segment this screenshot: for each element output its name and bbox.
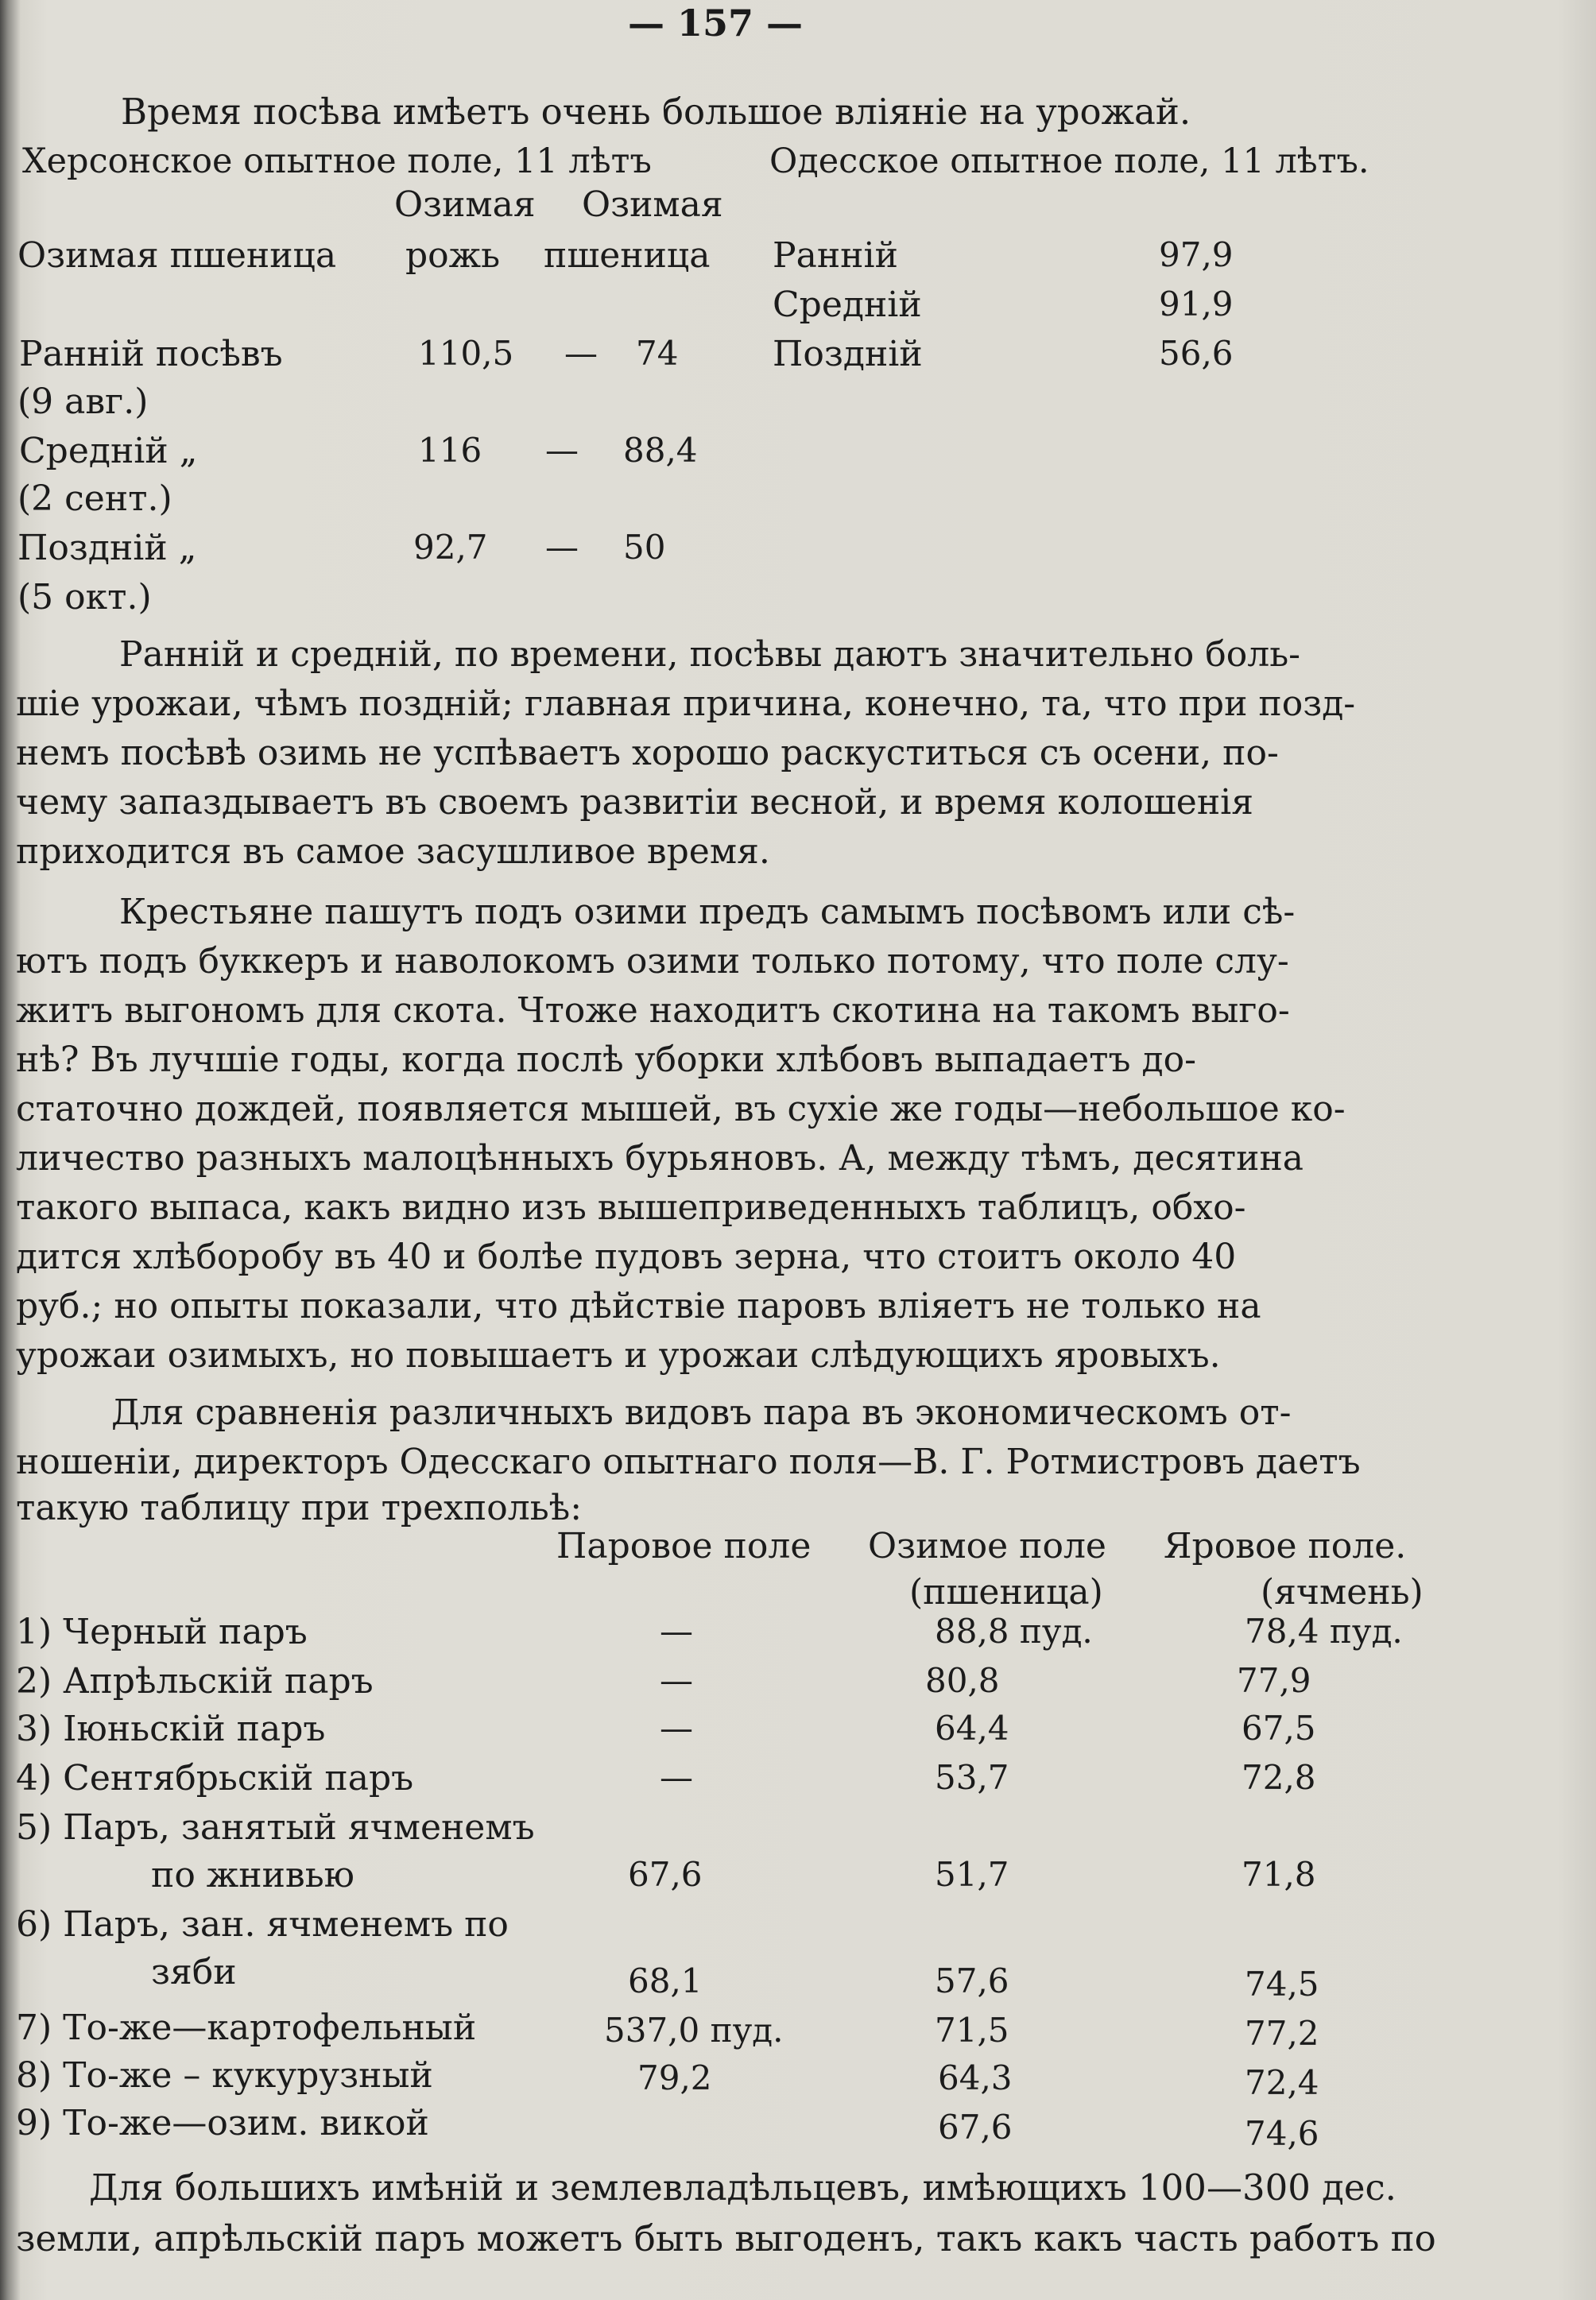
para2-line: житъ выгономъ для скота. Чтоже находитъ скотина на такомъ выго- bbox=[16, 990, 1290, 1031]
t2-spring-value: 78,4 пуд. bbox=[1245, 1612, 1403, 1651]
para2-line: статочно дождей, появляется мышей, въ сухіе же годы—небольшое ко- bbox=[16, 1089, 1346, 1129]
t2-winter-value: 67,6 bbox=[938, 2108, 1013, 2147]
t2-row-label-cont: зяби bbox=[151, 1952, 237, 1992]
t2-sub-winter: (пшеница) bbox=[909, 1572, 1103, 1613]
t1-rye-value: 92,7 bbox=[413, 528, 488, 567]
col-header-rye: Озимая bbox=[394, 184, 536, 225]
para2-line: урожаи озимыхъ, но повышаетъ и урожаи слѣдующихъ яровыхъ. bbox=[16, 1335, 1221, 1376]
t2-fallow-value: — bbox=[660, 1661, 693, 1700]
t2-winter-value: 51,7 bbox=[935, 1855, 1009, 1894]
para2-line: ютъ подъ буккеръ и наволокомъ озими только потому, что поле слу- bbox=[16, 941, 1289, 982]
t2-row-label: 7) То-же—картофельный bbox=[16, 2008, 477, 2048]
t1-row-label: Поздній „ bbox=[17, 528, 197, 568]
col-sub-rye: рожь bbox=[405, 235, 501, 276]
t2-row-label: 8) То-же – кукурузный bbox=[16, 2055, 433, 2096]
para2-line: руб.; но опыты показали, что дѣйствіе паровъ вліяетъ не только на bbox=[16, 1286, 1261, 1326]
para3-line: такую таблицу при трехпольѣ: bbox=[16, 1488, 583, 1528]
odessa-value: 56,6 bbox=[1159, 334, 1234, 373]
t1-wheat-value: 50 bbox=[623, 528, 666, 567]
t2-row-label: 1) Черный паръ bbox=[16, 1612, 308, 1652]
t2-fallow-value: — bbox=[660, 1709, 693, 1748]
t1-dash: — bbox=[545, 431, 579, 470]
para2-line: дится хлѣборобу въ 40 и болѣе пудовъ зерна, что стоитъ около 40 bbox=[16, 1237, 1237, 1277]
para2-line: Крестьяне пашутъ подъ озими предъ самымъ посѣвомъ или сѣ- bbox=[119, 892, 1296, 932]
t1-wheat-value: 88,4 bbox=[623, 431, 698, 470]
para1-line: приходится въ самое засушливое время. bbox=[16, 831, 770, 872]
t2-winter-value: 88,8 пуд. bbox=[935, 1612, 1093, 1651]
t2-row-label: 4) Сентябрьскій паръ bbox=[16, 1758, 414, 1799]
col-header-wheat: Озимая bbox=[582, 184, 723, 225]
odessa-label: Ранній bbox=[773, 235, 898, 276]
t1-rye-value: 116 bbox=[418, 431, 482, 470]
t2-fallow-value: — bbox=[660, 1758, 693, 1797]
para2-line: нѣ? Въ лучшіе годы, когда послѣ уборки хлѣбовъ выпадаетъ до- bbox=[16, 1040, 1196, 1080]
odessa-title: Одесское опытное поле, 11 лѣтъ. bbox=[769, 141, 1369, 181]
odessa-label: Поздній bbox=[773, 334, 923, 374]
t2-header-spring: Яровое поле. bbox=[1164, 1526, 1407, 1566]
t2-row-label: 5) Паръ, занятый ячменемъ bbox=[16, 1807, 535, 1848]
t1-wheat-value: 74 bbox=[636, 334, 679, 373]
t2-fallow-value: — bbox=[660, 1612, 693, 1651]
para2-line: личество разныхъ малоцѣнныхъ бурьяновъ. А, между тѣмъ, десятина bbox=[16, 1138, 1304, 1179]
para1-line: чему запаздываетъ въ своемъ развитіи весной, и время колошенія bbox=[16, 782, 1253, 823]
para4-line: земли, апрѣльскій паръ можетъ быть выгоденъ, такъ какъ часть работъ по bbox=[16, 2217, 1436, 2259]
kherson-title: Херсонское опытное поле, 11 лѣтъ bbox=[22, 141, 652, 181]
t2-winter-value: 64,3 bbox=[938, 2058, 1013, 2097]
t2-winter-value: 57,6 bbox=[935, 1961, 1009, 2000]
t2-winter-value: 80,8 bbox=[925, 1661, 1000, 1700]
t1-dash: — bbox=[564, 334, 598, 373]
t2-row-label: 9) То-же—озим. викой bbox=[16, 2103, 429, 2143]
t2-spring-value: 71,8 bbox=[1242, 1855, 1316, 1894]
t1-rye-value: 110,5 bbox=[418, 334, 514, 373]
odessa-value: 97,9 bbox=[1159, 235, 1234, 274]
para3-line: ношеніи, директоръ Одесскаго опытнаго поля—В. Г. Ротмистровъ даетъ bbox=[16, 1442, 1361, 1482]
t1-dash: — bbox=[545, 528, 579, 567]
t2-row-label: 6) Паръ, зан. ячменемъ по bbox=[16, 1904, 509, 1945]
row-header: Озимая пшеница bbox=[17, 235, 337, 276]
para4-line: Для большихъ имѣній и землевладѣльцевъ, имѣющихъ 100—300 дес. bbox=[89, 2166, 1396, 2209]
t2-spring-value: 72,8 bbox=[1242, 1758, 1316, 1797]
para1-line: Ранній и средній, по времени, посѣвы даютъ значительно боль- bbox=[119, 634, 1301, 675]
t2-spring-value: 77,9 bbox=[1237, 1661, 1311, 1700]
page-number: — 157 — bbox=[628, 2, 804, 45]
t2-row-label: 3) Іюньскій паръ bbox=[16, 1709, 326, 1749]
t2-winter-value: 64,4 bbox=[935, 1709, 1009, 1748]
para3-line: Для сравненія различныхъ видовъ пара въ экономическомъ от- bbox=[111, 1392, 1292, 1433]
t2-sub-spring: (ячмень) bbox=[1261, 1572, 1424, 1613]
t1-row-sub: (2 сент.) bbox=[17, 478, 172, 519]
t2-row-label: 2) Апрѣльскій паръ bbox=[16, 1661, 374, 1702]
para1-line: немъ посѣвѣ озимь не успѣваетъ хорошо раскуститься съ осени, по- bbox=[16, 733, 1279, 773]
t2-winter-value: 71,5 bbox=[935, 2011, 1009, 2050]
col-sub-wheat: пшеница bbox=[544, 235, 711, 276]
t1-row-label: Средній „ bbox=[19, 431, 198, 471]
t2-header-winter: Озимое поле bbox=[868, 1526, 1106, 1566]
t1-row-sub: (5 окт.) bbox=[17, 577, 152, 618]
t2-fallow-value: 68,1 bbox=[628, 1961, 703, 2000]
t2-header-fallow: Паровое поле bbox=[556, 1526, 812, 1566]
t2-spring-value: 67,5 bbox=[1242, 1709, 1316, 1748]
t2-winter-value: 53,7 bbox=[935, 1758, 1009, 1797]
t2-spring-value: 72,4 bbox=[1245, 2063, 1319, 2102]
odessa-value: 91,9 bbox=[1159, 285, 1234, 323]
t2-spring-value: 74,6 bbox=[1245, 2114, 1319, 2153]
para2-line: такого выпаса, какъ видно изъ вышеприведенныхъ таблицъ, обхо- bbox=[16, 1187, 1246, 1228]
t2-fallow-value: 67,6 bbox=[628, 1855, 703, 1894]
t2-spring-value: 77,2 bbox=[1245, 2014, 1319, 2053]
t2-row-label-cont: по жнивью bbox=[151, 1855, 354, 1895]
t2-fallow-value: 79,2 bbox=[637, 2058, 712, 2097]
para1-line: шіе урожаи, чѣмъ поздній; главная причина, конечно, та, что при позд- bbox=[16, 683, 1356, 724]
t1-row-sub: (9 авг.) bbox=[17, 381, 149, 422]
t1-row-label: Ранній посѣвъ bbox=[19, 334, 283, 374]
odessa-label: Средній bbox=[773, 285, 922, 325]
t2-fallow-value: 537,0 пуд. bbox=[604, 2011, 784, 2050]
t2-spring-value: 74,5 bbox=[1245, 1965, 1319, 2004]
intro-line: Время посѣва имѣетъ очень большое вліяніе на урожай. bbox=[121, 91, 1191, 133]
